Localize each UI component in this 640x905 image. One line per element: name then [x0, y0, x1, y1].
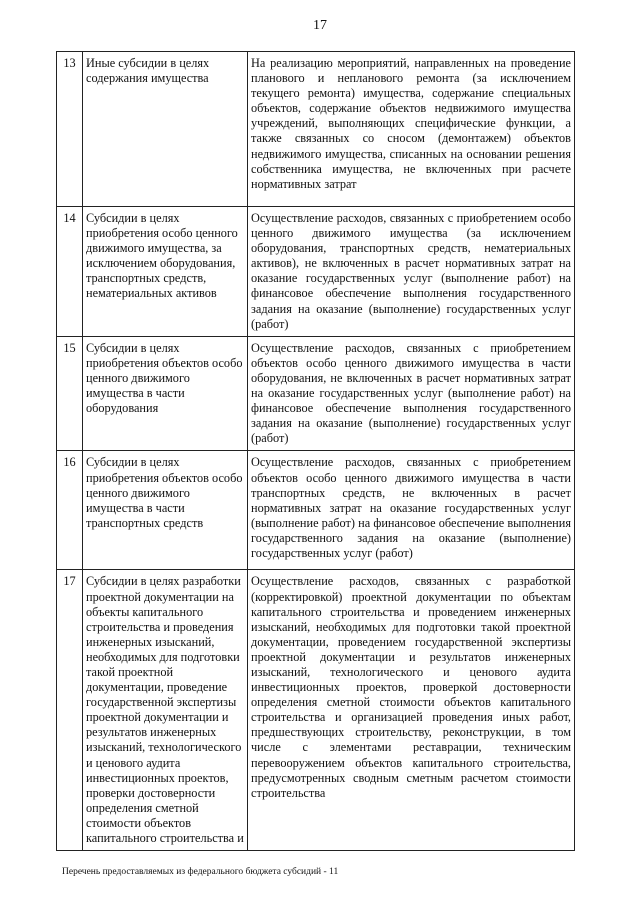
row-number: 16 — [57, 451, 83, 570]
table-row — [57, 52, 575, 207]
subsidy-name: Субсидии в целях приобретения объектов особо ценного движимого имущества в части транспортных средств — [83, 451, 248, 570]
subsidy-description: Осуществление расходов, связанных с приобретением объектов особо ценного движимого имущества в части транспортных средств, не включенных в расчет нормативных затрат на оказание государственных услуг (выполнение работ) на финансовое обеспечение выполнения государственного задания на оказание (выполнение) государственных услуг (работ) — [248, 451, 575, 570]
subsidy-description: Осуществление расходов, связанных с приобретением особо ценного движимого имущества (за исключением оборудования, транспортных средств, нематериальных активов), не включенных в расчет нормативных затрат на оказание государственных услуг (выполнение работ) на финансовое обеспечение выполнения государственного задания на оказание (выполнение) государственных услуг (работ) — [248, 207, 575, 337]
subsidies-table — [56, 51, 575, 851]
subsidy-name: Иные субсидии в целях содержания имущества — [83, 52, 248, 207]
subsidy-name: Субсидии в целях приобретения объектов особо ценного движимого имущества в части оборудования — [83, 336, 248, 451]
footer-note: Перечень предоставляемых из федерального бюджета субсидий - 11 — [62, 867, 339, 877]
subsidy-description: Осуществление расходов, связанных с разработкой (корректировкой) проектной документации по объектам капитального строительства и проведением инженерных изысканий, необходимых для подготовки такой проектной документации, проведением государственной экспертизы проектной документации и результатов инженерных изысканий, технологического и ценового аудита инвестиционных проектов, проверкой достоверности определения сметной стоимости объектов капитального строительства и организацией проведения иных работ, предшествующих строительству, реконструкции, в том числе с элементами реставрации, техническим перевооружением объектов капитального строительства, предусмотренных сводным сметным расчетом стоимости строительства — [248, 570, 575, 851]
row-number: 17 — [57, 570, 83, 851]
table-row — [57, 570, 575, 851]
subsidy-description: Осуществление расходов, связанных с приобретением объектов особо ценного движимого имущества в части оборудования, не включенных в расчет нормативных затрат на оказание государственных услуг (выполнение работ) на финансовое обеспечение выполнения государственного задания на оказание (выполнение) государственных услуг (работ) — [248, 336, 575, 451]
subsidy-description: На реализацию мероприятий, направленных на проведение планового и непланового ремонта (за исключением текущего ремонта) имущества, содержание специальных объектов, содержание объектов недвижимого имущества учреждений, выполняющих специфические функции, а также связанных со сносом (демонтажем) объектов недвижимого имущества, списанных на основании решения собственника имущества, не включенных при расчете нормативных затрат — [248, 52, 575, 207]
page-number: 17 — [313, 18, 327, 33]
subsidy-name: Субсидии в целях приобретения особо ценного движимого имущества, за исключением оборудования, транспортных средств, нематериальных активов — [83, 207, 248, 337]
subsidy-name: Субсидии в целях разработки проектной документации на объекты капитального строительства и проведения инженерных изысканий, необходимых для подготовки такой проектной документации, проведение государственной экспертизы проектной документации и результатов инженерных изысканий, технологического и ценового аудита инвестиционных проектов, проверки достоверности определения сметной стоимости объектов капитального строительства и — [83, 570, 248, 851]
row-number: 15 — [57, 336, 83, 451]
table-row — [57, 451, 575, 570]
row-number: 13 — [57, 52, 83, 207]
table-row — [57, 336, 575, 451]
row-number: 14 — [57, 207, 83, 337]
table-row — [57, 207, 575, 337]
